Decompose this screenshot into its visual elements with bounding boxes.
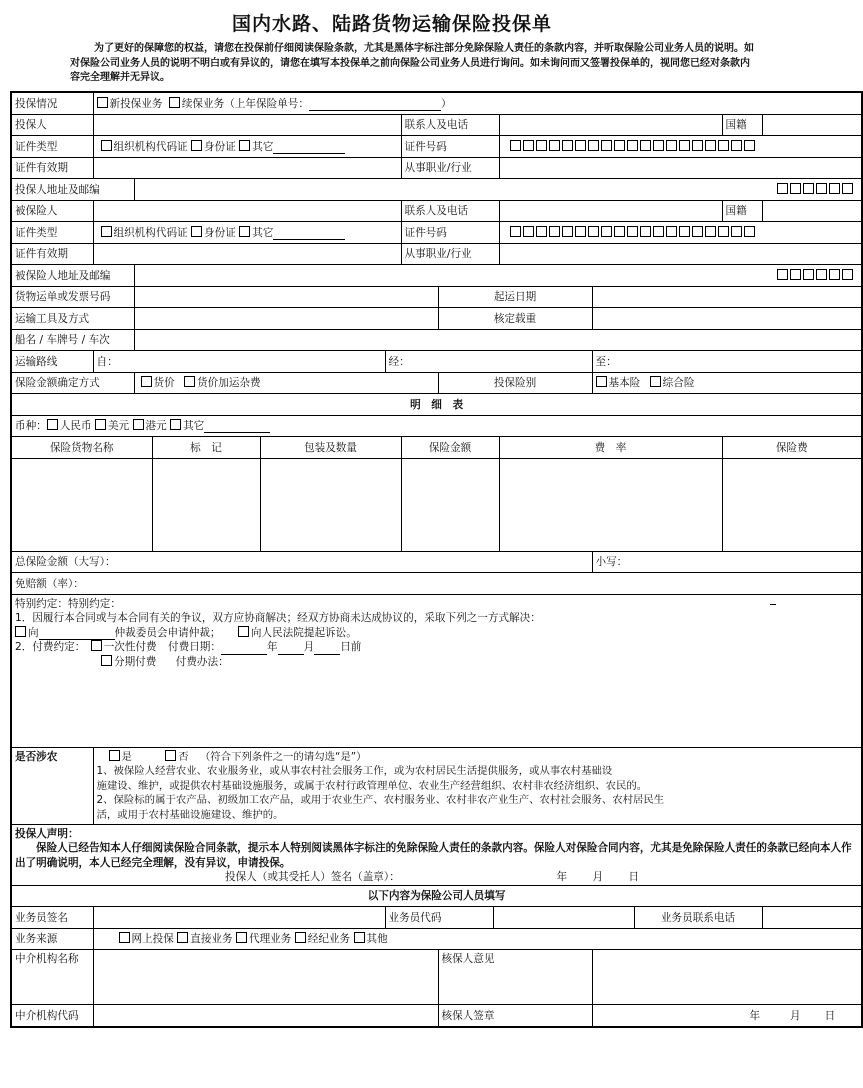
label-agent-phone: 业务员联系电话: [634, 907, 762, 929]
label-underwriter-signature: 核保人签章: [438, 1005, 592, 1027]
col-rate: 费 率: [499, 437, 722, 459]
label-agri-yes: 是: [121, 750, 132, 763]
label-basic-cover: 基本险: [608, 377, 641, 390]
checkbox-agency[interactable]: [236, 932, 247, 943]
label-cargo-price: 货价: [153, 377, 175, 390]
checkbox-other-currency[interactable]: [170, 419, 181, 430]
route-from-field[interactable]: 自：: [93, 351, 385, 373]
col-insured-amount: 保险金额: [401, 437, 499, 459]
row-total: [11, 551, 862, 573]
label-new-business: 新投保业务: [109, 97, 163, 110]
row-waybill: [11, 286, 862, 308]
row-insured-id-type: [11, 222, 862, 244]
checkbox-price-plus-freight[interactable]: [184, 376, 195, 387]
applicant-name-field[interactable]: [93, 114, 401, 136]
declaration-body: 保险人已经告知本人仔细阅读保险合同条款，提示本人特别阅读黑体字标注的免除保险人责任的条款内容。保险人对保险合同内容，尤其是免除保险人责任的条款已经向本人作出了明确说明，本人已经完全理解，没有异议，申请投保。: [15, 842, 852, 869]
label-transport-tool: 运输工具及方式: [11, 308, 134, 330]
label-pay-installment: 分期付费: [114, 655, 157, 668]
pay-month-field[interactable]: [278, 642, 304, 655]
label-month: 月: [303, 641, 315, 653]
checkbox-applicant-other[interactable]: [239, 140, 250, 151]
row-sum-method: [11, 372, 862, 394]
broker-code-field[interactable]: [93, 1005, 438, 1027]
label-insured-occupation: 从事职业/行业: [401, 243, 499, 265]
label-applicant-contact: 联系人及电话: [401, 114, 499, 136]
col-packing-qty: 包装及数量: [260, 437, 401, 459]
label-insured-org-code: 组织机构代码证: [113, 226, 188, 239]
checkbox-direct[interactable]: [177, 932, 188, 943]
row-agriculture: [11, 747, 862, 824]
checkbox-arbitration[interactable]: [15, 626, 26, 637]
checkbox-pay-once[interactable]: [91, 640, 102, 651]
office-use-heading: 以下内容为保险公司人员填写: [11, 885, 862, 907]
row-insured: [11, 200, 862, 222]
route-via-field[interactable]: 经：: [385, 351, 592, 373]
row-detail-heading: [11, 394, 862, 416]
col-premium: 保险费: [722, 437, 862, 459]
margin-tick: [770, 604, 776, 605]
marks-cell[interactable]: [152, 458, 260, 551]
label-uw-day: 日: [824, 1009, 836, 1022]
route-to-field[interactable]: 至：: [592, 351, 862, 373]
rated-load-field[interactable]: [592, 308, 862, 330]
label-insured-id-no: 证件号码: [401, 222, 499, 244]
label-route: 运输路线: [11, 351, 93, 373]
label-hkd: 港元: [145, 420, 167, 433]
row-broker-name: [11, 950, 862, 1005]
label-insured-address: 被保险人地址及邮编: [11, 265, 134, 287]
label-pay-date: 付费日期：: [168, 641, 221, 653]
applicant-validity-field[interactable]: [93, 157, 401, 179]
prior-policy-no-field[interactable]: [309, 98, 441, 111]
label-declaration-day: 日: [628, 871, 640, 883]
label-renewal: 续保业务（上年保险单号：: [181, 97, 309, 110]
checkbox-comprehensive-cover[interactable]: [650, 376, 661, 387]
label-pay-method: 付费办法：: [175, 655, 229, 668]
label-other-source: 其他: [366, 933, 388, 946]
row-applicant-validity: [11, 157, 862, 179]
label-payment: 2．付费约定：: [15, 641, 86, 653]
cargo-name-cell[interactable]: [11, 458, 152, 551]
label-uw-year: 年: [749, 1009, 760, 1022]
label-day-before: 日前: [340, 641, 362, 653]
row-insured-address: [11, 265, 862, 287]
label-rated-load: 核定载重: [438, 308, 592, 330]
row-broker-code: [11, 1005, 862, 1027]
row-detail-header: [11, 437, 862, 459]
applicant-contact-field[interactable]: [499, 114, 722, 136]
checkbox-cargo-price[interactable]: [141, 376, 152, 387]
label-applicant-address: 投保人地址及邮编: [11, 179, 134, 201]
label-insured-id-type: 证件类型: [11, 222, 93, 244]
checkbox-insured-org-code[interactable]: [101, 226, 112, 237]
packing-qty-cell[interactable]: [260, 458, 401, 551]
label-applicant-validity: 证件有效期: [11, 157, 93, 179]
row-route: [11, 351, 862, 373]
transport-tool-field[interactable]: [134, 308, 438, 330]
label-business-source: 业务来源: [11, 928, 93, 950]
label-agent-signature: 业务员签名: [11, 907, 93, 929]
label-applicant-occupation: 从事职业/行业: [401, 157, 499, 179]
label-agriculture: 是否涉农: [11, 747, 93, 824]
row-application-status: [11, 92, 862, 114]
broker-name-field[interactable]: [93, 950, 438, 1005]
checkbox-usd[interactable]: [95, 419, 106, 430]
label-agri-no: 否: [178, 750, 189, 763]
label-vessel-vehicle: 船名 / 车牌号 / 车次: [11, 329, 134, 351]
label-price-plus-freight: 货价加运杂费: [197, 377, 261, 390]
checkbox-online[interactable]: [119, 932, 130, 943]
label-brokerage: 经纪业务: [307, 933, 351, 946]
label-broker-code: 中介机构代码: [11, 1005, 93, 1027]
row-applicant-address: [11, 179, 862, 201]
label-online: 网上投保: [131, 933, 174, 946]
label-insured: 被保险人: [11, 200, 93, 222]
underwriter-opinion-field[interactable]: [592, 950, 862, 1005]
label-usd: 美元: [107, 420, 130, 433]
checkbox-agri-no[interactable]: [165, 750, 176, 761]
label-applicant-nationality: 国籍: [722, 114, 762, 136]
label-applicant: 投保人: [11, 114, 93, 136]
intro-notice: 为了更好的保障您的权益，请您在投保前仔细阅读保险条款，尤其是黑体字标注部分免除保险人责任的条款内容，并听取保险公司业务人员的说明。如对保险公司业务人员的说明不明白或有异议的，请您在填写本投保单之前向保险公司业务人员进行询问。如未询问而又签署投保单的，视同您已经对条款内容完全理解并无异议。: [70, 43, 754, 83]
total-amount-figures-field[interactable]: 小写：: [592, 551, 862, 573]
applicant-other-id-field[interactable]: [273, 141, 345, 154]
agri-note: （符合下列条件之一的请勾选“是”）: [199, 750, 367, 763]
checkbox-basic-cover[interactable]: [596, 376, 607, 387]
label-cover-type: 投保险别: [438, 372, 592, 394]
label-insured-contact: 联系人及电话: [401, 200, 499, 222]
checkbox-insured-idcard[interactable]: [191, 226, 202, 237]
waybill-field[interactable]: [134, 286, 438, 308]
label-agency: 代理业务: [249, 933, 292, 946]
row-transport-tool: [11, 308, 862, 330]
col-cargo-name: 保险货物名称: [11, 437, 152, 459]
row-applicant: [11, 114, 862, 136]
checkbox-brokerage[interactable]: [295, 932, 306, 943]
label-waybill: 货物运单或发票号码: [11, 286, 134, 308]
deductible-field[interactable]: 免赔额（率）：: [11, 573, 862, 595]
label-arbitration-post: 仲裁委员会申请仲裁；: [114, 626, 221, 639]
label-currency: 币种：: [15, 420, 47, 433]
label-start-date: 起运日期: [438, 286, 592, 308]
insured-amount-cell[interactable]: [401, 458, 499, 551]
label-insured-validity: 证件有效期: [11, 243, 93, 265]
row-declaration: [11, 824, 862, 885]
applicant-id-digit-boxes[interactable]: [744, 140, 755, 151]
applicant-postcode-boxes[interactable]: [842, 183, 853, 194]
row-currency: [11, 415, 862, 437]
label-application-status: 投保情况: [11, 92, 93, 114]
agent-signature-field[interactable]: [93, 907, 385, 929]
checkbox-applicant-org-code[interactable]: [101, 140, 112, 151]
label-insured-idcard: 身份证: [204, 226, 236, 239]
total-amount-words-field[interactable]: 总保险金额（大写）：: [11, 551, 592, 573]
label-applicant-org-code: 组织机构代码证: [113, 140, 188, 153]
label-applicant-other: 其它: [252, 140, 274, 153]
dispute-clause: 1．因履行本合同或与本合同有关的争议，双方应协商解决；经双方协商未达成协议的，采取下列之一方式解决：: [15, 612, 541, 624]
checkbox-applicant-idcard[interactable]: [191, 140, 202, 151]
label-arbitration-pre: 向: [28, 626, 39, 639]
applicant-occupation-field[interactable]: [499, 157, 862, 179]
insured-validity-field[interactable]: [93, 243, 401, 265]
application-form: [10, 91, 863, 1028]
form-title: 国内水路、陆路货物运输保险投保单: [231, 13, 552, 35]
label-underwriter-opinion: 核保人意见: [438, 950, 592, 1005]
label-year: 年: [267, 641, 278, 653]
insured-id-digit-boxes[interactable]: [744, 226, 755, 237]
insured-name-field[interactable]: [93, 200, 401, 222]
checkbox-pay-installment[interactable]: [101, 655, 112, 666]
special-terms-heading: 特别约定：特别约定：: [15, 597, 121, 610]
label-agent-code: 业务员代码: [385, 907, 493, 929]
arbitration-committee-field[interactable]: [39, 627, 115, 640]
checkbox-insured-other[interactable]: [239, 226, 250, 237]
checkbox-court[interactable]: [238, 626, 249, 637]
rate-cell[interactable]: [499, 458, 722, 551]
label-applicant-id-no: 证件号码: [401, 136, 499, 158]
checkbox-other-source[interactable]: [354, 932, 365, 943]
agri-condition-2b: 活，或用于农村基础设施建设、维护的。: [96, 808, 284, 821]
premium-cell[interactable]: [722, 458, 862, 551]
row-insured-validity: [11, 243, 862, 265]
label-uw-month: 月: [789, 1009, 801, 1022]
label-applicant-id-type: 证件类型: [11, 136, 93, 158]
label-rmb: 人民币: [59, 420, 92, 433]
insured-postcode-boxes[interactable]: [842, 269, 853, 280]
checkbox-renewal[interactable]: [169, 97, 180, 108]
label-comprehensive-cover: 综合险: [662, 377, 695, 390]
insured-occupation-field[interactable]: [499, 243, 862, 265]
row-agent: [11, 907, 862, 929]
row-deductible: [11, 573, 862, 595]
row-business-source: [11, 928, 862, 950]
label-applicant-idcard: 身份证: [204, 140, 236, 153]
checkbox-new-business[interactable]: [97, 97, 108, 108]
label-applicant-signature: 投保人（或其受托人）签名（盖章）：: [225, 871, 400, 883]
declaration-title: 投保人声明：: [15, 827, 79, 840]
label-insured-nationality: 国籍: [722, 200, 762, 222]
start-date-field[interactable]: [592, 286, 862, 308]
label-renewal-close: ）: [440, 97, 452, 110]
label-broker-name: 中介机构名称: [11, 950, 93, 1005]
row-office-heading: [11, 885, 862, 907]
row-vessel: [11, 329, 862, 351]
pay-year-field[interactable]: [221, 642, 267, 655]
label-direct: 直接业务: [190, 933, 233, 946]
label-declaration-year: 年: [556, 871, 568, 883]
agri-condition-2a: 2、保险标的属于农产品、初级加工农产品，或用于农业生产、农村服务业、农村非农产业生产、农村社会服务、农村居民生: [96, 794, 665, 806]
agent-code-field[interactable]: [493, 907, 634, 929]
label-sum-method: 保险金额确定方式: [11, 372, 134, 394]
row-applicant-id-type: [11, 136, 862, 158]
label-court: 向人民法院提起诉讼。: [250, 626, 357, 639]
insured-other-id-field[interactable]: [273, 227, 345, 240]
label-pay-once: 一次性付费: [103, 641, 157, 653]
label-declaration-month: 月: [592, 871, 604, 883]
insured-contact-field[interactable]: [499, 200, 722, 222]
checkbox-rmb[interactable]: [47, 419, 58, 430]
row-detail-body: [11, 458, 862, 551]
insured-nationality-field[interactable]: [762, 200, 862, 222]
detail-heading: 明 细 表: [11, 394, 862, 416]
label-other-currency: 其它: [183, 420, 205, 433]
agent-phone-field[interactable]: [762, 907, 862, 929]
vessel-vehicle-field[interactable]: [134, 329, 862, 351]
agri-condition-1a: 1、被保险人经营农业、农业服务业，或从事农村社会服务工作，或为农村居民生活提供服务，或从事农村基础设: [96, 765, 613, 777]
checkbox-hkd[interactable]: [133, 419, 144, 430]
agri-condition-1b: 施建设、维护，或提供农村基础设施服务，或属于农村行政管理单位、农业生产经营组织、农村非农经济组织、农民的。: [96, 779, 648, 792]
other-currency-field[interactable]: [204, 420, 270, 433]
col-marks: 标 记: [152, 437, 260, 459]
underwriter-signature-field[interactable]: [592, 1005, 862, 1027]
row-special-terms: [11, 594, 862, 747]
checkbox-agri-yes[interactable]: [109, 750, 120, 761]
pay-day-field[interactable]: [314, 642, 340, 655]
applicant-nationality-field[interactable]: [762, 114, 862, 136]
label-insured-other: 其它: [252, 226, 274, 239]
